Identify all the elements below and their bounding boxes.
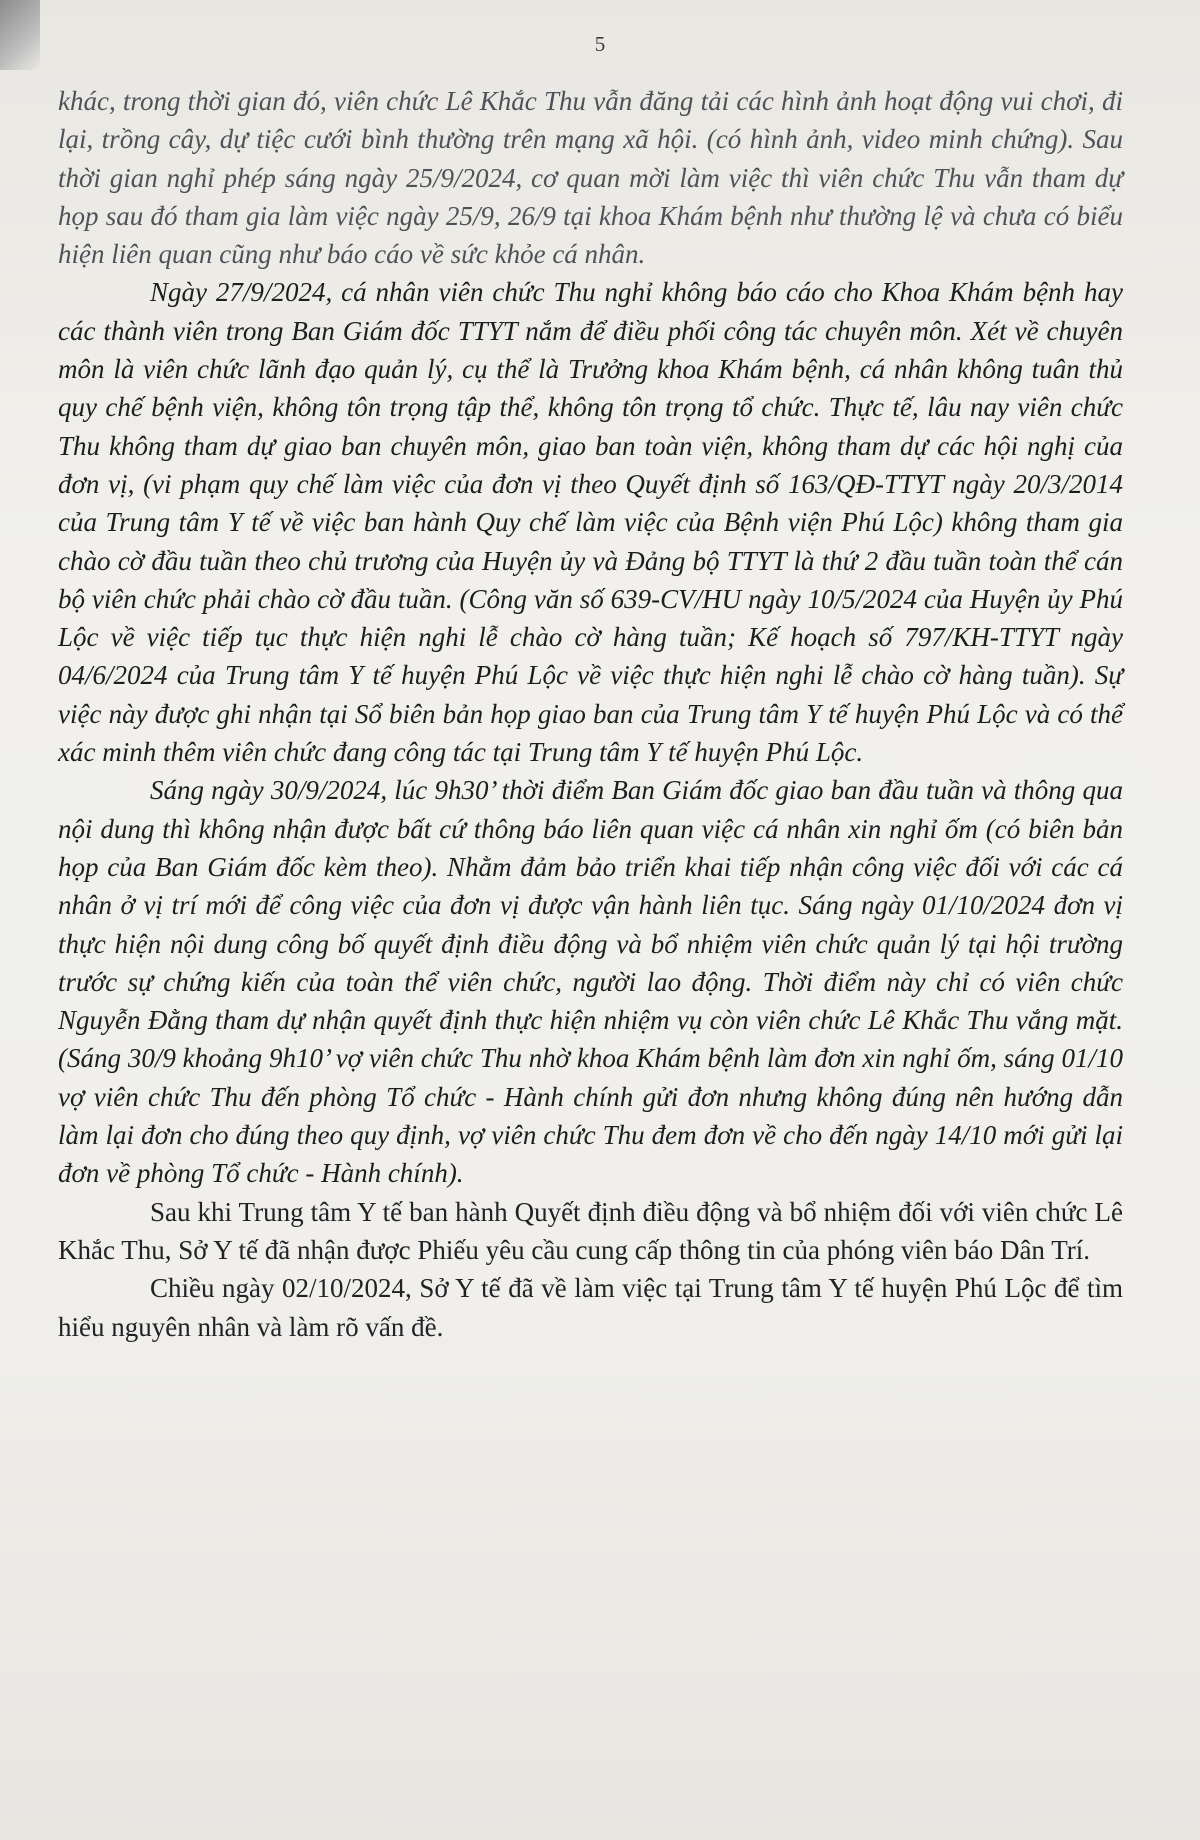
page-number: 5 (594, 32, 606, 56)
paragraph-sep-27: Ngày 27/9/2024, cá nhân viên chức Thu nghỉ không báo cáo cho Khoa Khám bệnh hay các thành viên trong Ban Giám đốc TTYT nắm để điều phối công tác chuyên môn. Xét về chuyên môn là viên chức lãnh đạo quản lý, cụ thể là Trưởng khoa Khám bệnh, cá nhân không tuân thủ quy chế bệnh viện, không tôn trọng tập thể, không tôn trọng tổ chức. Thực tế, lâu nay viên chức Thu không tham dự giao ban chuyên môn, giao ban toàn viện, không tham dự các hội nghị của đơn vị, (vi phạm quy chế làm việc của đơn vị theo Quyết định số 163/QĐ-TTYT ngày 20/3/2014 của Trung tâm Y tế về việc ban hành Quy chế làm việc của Bệnh viện Phú Lộc) không tham gia chào cờ đầu tuần theo chủ trương của Huyện ủy và Đảng bộ TTYT là thứ 2 đầu tuần toàn thể cán bộ viên chức phải chào cờ đầu tuần. (Công văn số 639-CV/HU ngày 10/5/2024 của Huyện ủy Phú Lộc về việc tiếp tục thực hiện nghi lễ chào cờ hàng tuần; Kế hoạch số 797/KH-TTYT ngày 04/6/2024 của Trung tâm Y tế huyện Phú Lộc về việc thực hiện nghi lễ chào cờ hàng tuần). Sự việc này được ghi nhận tại Sổ biên bản họp giao ban của Trung tâm Y tế huyện Phú Lộc và có thể xác minh thêm viên chức đang công tác tại Trung tâm Y tế huyện Phú Lộc. (58, 277, 1123, 768)
paragraph-oct-02: Chiều ngày 02/10/2024, Sở Y tế đã về làm việc tại Trung tâm Y tế huyện Phú Lộc để tìm hiểu nguyên nhân và làm rõ vấn đề. (58, 1273, 1123, 1342)
document-body (58, 82, 1123, 1346)
paragraph-continued: khác, trong thời gian đó, viên chức Lê Khắc Thu vẫn đăng tải các hình ảnh hoạt động vui chơi, đi lại, trồng cây, dự tiệc cưới bình thường trên mạng xã hội. (có hình ảnh, video minh chứng). Sau thời gian nghỉ phép sáng ngày 25/9/2024, cơ quan mời làm việc thì viên chức Thu vẫn tham dự họp sau đó tham gia làm việc ngày 25/9, 26/9 tại khoa Khám bệnh như thường lệ và chưa có biểu hiện liên quan cũng như báo cáo về sức khỏe cá nhân. (58, 86, 1123, 270)
paragraph-sep-30: Sáng ngày 30/9/2024, lúc 9h30’ thời điểm Ban Giám đốc giao ban đầu tuần và thông qua nội dung thì không nhận được bất cứ thông báo liên quan việc cá nhân xin nghỉ ốm (có biên bản họp của Ban Giám đốc kèm theo). Nhằm đảm bảo triển khai tiếp nhận công việc đối với các cá nhân ở vị trí mới để công việc của đơn vị được vận hành liên tục. Sáng ngày 01/10/2024 đơn vị thực hiện nội dung công bố quyết định điều động và bổ nhiệm viên chức quản lý tại hội trường trước sự chứng kiến của toàn thể viên chức, người lao động. Thời điểm này chỉ có viên chức Nguyễn Đằng tham dự nhận quyết định thực hiện nhiệm vụ còn viên chức Lê Khắc Thu vắng mặt. (Sáng 30/9 khoảng 9h10’ vợ viên chức Thu nhờ khoa Khám bệnh làm đơn xin nghỉ ốm, sáng 01/10 vợ viên chức Thu đến phòng Tổ chức - Hành chính gửi đơn nhưng không đúng nên hướng dẫn làm lại đơn cho đúng theo quy định, vợ viên chức Thu đem đơn về cho đến ngày 14/10 mới gửi lại đơn về phòng Tổ chức - Hành chính). (58, 775, 1123, 1189)
paragraph-decision-issued: Sau khi Trung tâm Y tế ban hành Quyết định điều động và bổ nhiệm đối với viên chức Lê Khắc Thu, Sở Y tế đã nhận được Phiếu yêu cầu cung cấp thông tin của phóng viên báo Dân Trí. (58, 1196, 1123, 1265)
